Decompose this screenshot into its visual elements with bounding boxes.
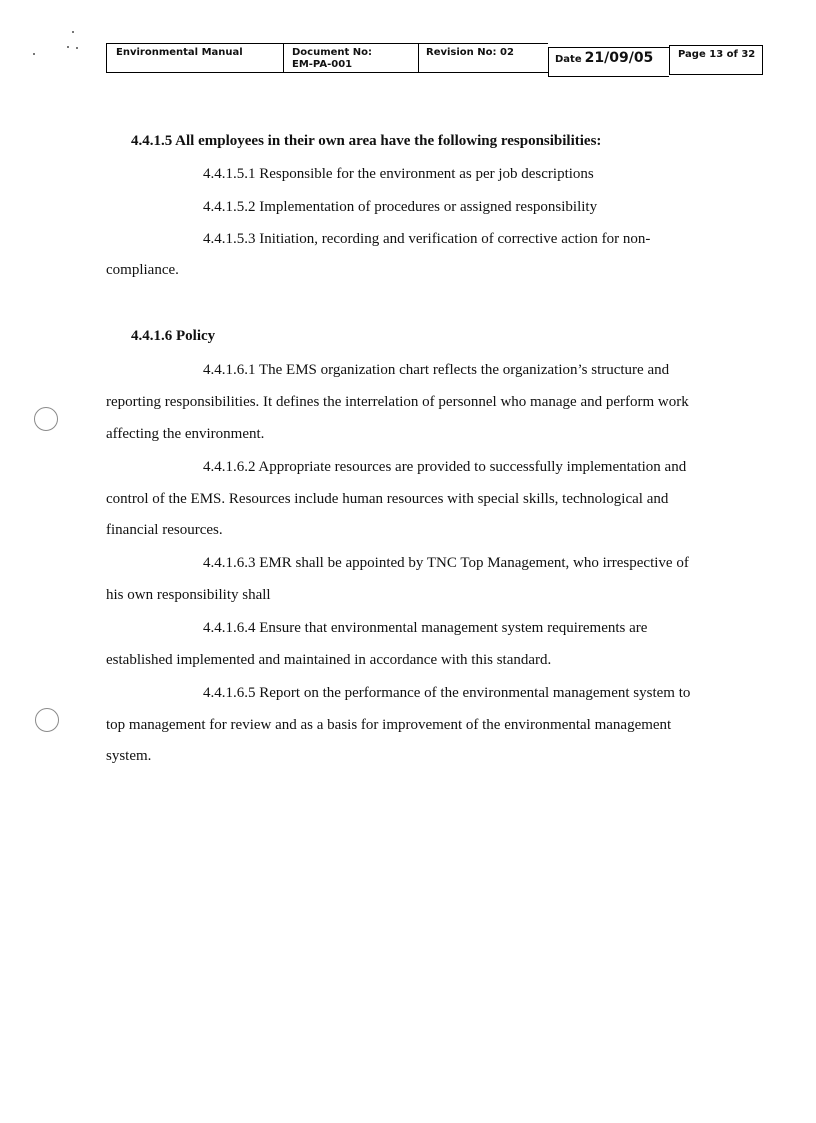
para-44162-line3: financial resources. xyxy=(106,522,223,538)
para-44161-line3: affecting the environment. xyxy=(106,426,265,442)
document-number: EM-PA-001 xyxy=(292,59,353,70)
para-44161-line2: reporting responsibilities. It defines the interrelation of personnel who manage and perform work xyxy=(106,394,689,410)
header-revision-cell xyxy=(418,43,548,73)
manual-title: Environmental Manual xyxy=(116,47,243,58)
scan-speck xyxy=(72,31,74,33)
para-44163: 4.4.1.6.3 EMR shall be appointed by TNC Top Management, who irrespective of xyxy=(203,555,689,571)
scan-speck xyxy=(67,46,69,48)
item-44153: 4.4.1.5.3 Initiation, recording and verification of corrective action for non- xyxy=(203,231,651,247)
document-header xyxy=(106,43,763,80)
scan-speck xyxy=(76,47,78,49)
item-44151: 4.4.1.5.1 Responsible for the environment as per job descriptions xyxy=(203,166,594,182)
header-manual-cell xyxy=(106,43,283,73)
header-date-cell xyxy=(548,47,669,77)
para-44165: 4.4.1.6.5 Report on the performance of the environmental management system to xyxy=(203,685,691,701)
punch-hole-mark xyxy=(35,708,59,732)
para-44162-line2: control of the EMS. Resources include human resources with special skills, technological and xyxy=(106,491,669,507)
header-page-cell xyxy=(669,45,763,75)
date-value: 21/09/05 xyxy=(584,50,654,66)
date-label: Date xyxy=(555,54,582,65)
revision-number: Revision No: 02 xyxy=(426,47,514,58)
para-44162: 4.4.1.6.2 Appropriate resources are provided to successfully implementation and xyxy=(203,459,687,475)
document-label: Document No: xyxy=(292,47,373,58)
para-44165-line2: top management for review and as a basis for improvement of the environmental management xyxy=(106,717,672,733)
header-document-cell xyxy=(283,43,418,73)
para-44164: 4.4.1.6.4 Ensure that environmental management system requirements are xyxy=(203,620,648,636)
section-heading-4416: 4.4.1.6 Policy xyxy=(131,328,216,344)
para-44163-line2: his own responsibility shall xyxy=(106,587,271,603)
page-number: Page 13 of 32 xyxy=(678,49,756,60)
scan-speck xyxy=(33,53,35,55)
para-44165-line3: system. xyxy=(106,748,152,764)
item-44153-cont: compliance. xyxy=(106,262,179,278)
para-44161: 4.4.1.6.1 The EMS organization chart reflects the organization’s structure and xyxy=(203,362,670,378)
section-heading-4415: 4.4.1.5 All employees in their own area have the following responsibilities: xyxy=(131,133,602,149)
para-44164-line2: established implemented and maintained in accordance with this standard. xyxy=(106,652,552,668)
punch-hole-mark xyxy=(34,407,58,431)
item-44152: 4.4.1.5.2 Implementation of procedures or assigned responsibility xyxy=(203,199,598,215)
